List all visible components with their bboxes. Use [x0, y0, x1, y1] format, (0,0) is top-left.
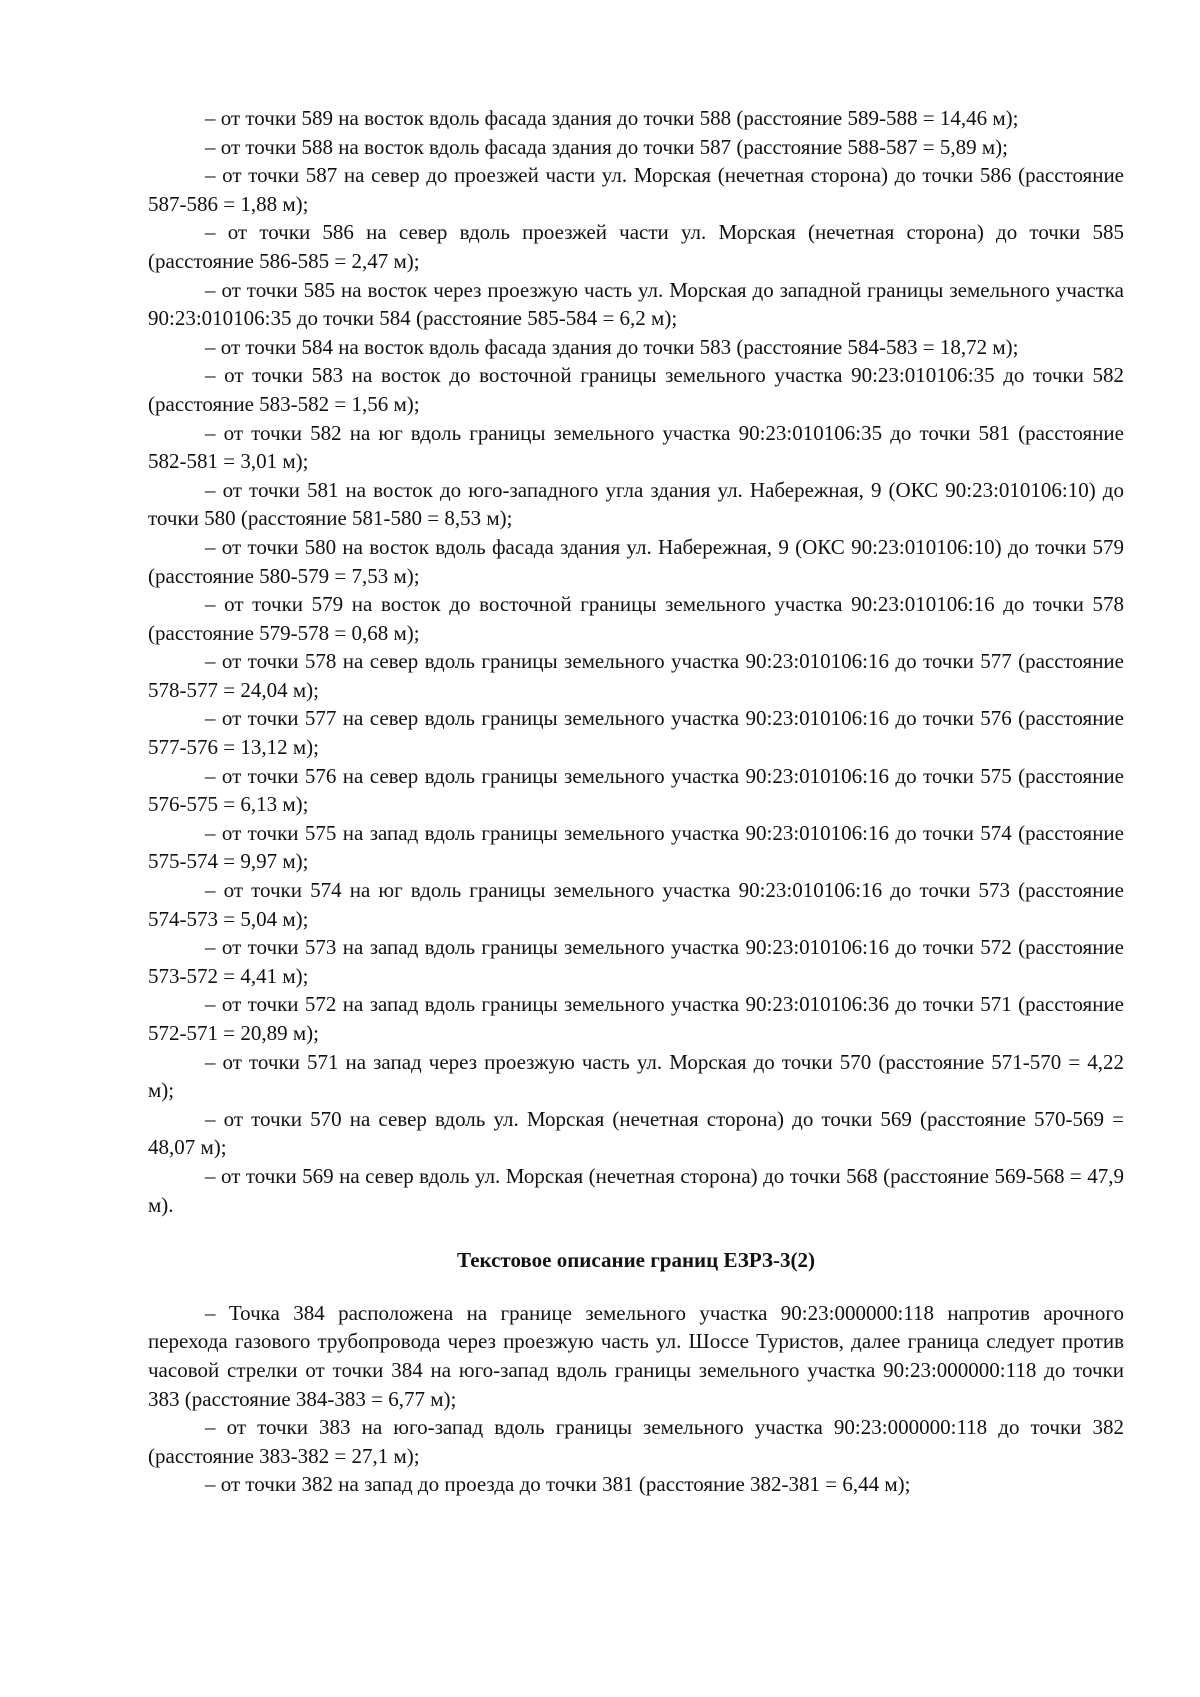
boundary-segment-384-383: – Точка 384 расположена на границе земельного участка 90:23:000000:118 напротив арочного перехода газового трубопровода через проезжую часть ул. Шоссе Туристов, далее граница следует против часовой стрелки от точки 384 на юго-запад вдоль границы земельного участка 90:23:000000:118 до точки 383 (расстояние 384-383 = 6,77 м);: [148, 1300, 1124, 1411]
boundary-segment-584-583: – от точки 584 на восток вдоль фасада здания до точки 583 (расстояние 584-583 = 18,72 м);: [205, 334, 1019, 359]
boundary-segment-571-570: – от точки 571 на запад через проезжую часть ул. Морская до точки 570 (расстояние 571-570 = 4,22 м);: [148, 1049, 1124, 1103]
boundary-segment-570-569: – от точки 570 на север вдоль ул. Морская (нечетная сторона) до точки 569 (расстояние 570-569 = 48,07 м);: [148, 1106, 1124, 1160]
boundary-segment-574-573: – от точки 574 на юг вдоль границы земельного участка 90:23:010106:16 до точки 573 (расстояние 574-573 = 5,04 м);: [148, 878, 1124, 931]
boundary-segment-583-582: – от точки 583 на восток до восточной границы земельного участка 90:23:010106:35 до точки 582 (расстояние 583-582 = 1,56 м);: [148, 363, 1124, 416]
section-heading: Текстовое описание границ ЕЗРЗ-3(2): [456, 1248, 815, 1273]
boundary-segment-589-588: – от точки 589 на восток вдоль фасада здания до точки 588 (расстояние 589-588 = 14,46 м);: [205, 106, 1019, 130]
boundary-segment-577-576: – от точки 577 на север вдоль границы земельного участка 90:23:010106:16 до точки 576 (расстояние 577-576 = 13,12 м);: [148, 706, 1124, 760]
boundary-segment-580-579: – от точки 580 на восток вдоль фасада здания ул. Набережная, 9 (ОКС 90:23:010106:10) до точки 579 (расстояние 580-579 = 7,53 м);: [148, 534, 1124, 588]
boundary-segment-581-580: – от точки 581 на восток до юго-западного угла здания ул. Набережная, 9 (ОКС 90:23:010106:10) до точки 580 (расстояние 581-580 = 8,53 м);: [148, 477, 1124, 531]
boundary-segment-572-571: – от точки 572 на запад вдоль границы земельного участка 90:23:010106:36 до точки 571 (расстояние 572-571 = 20,89 м);: [148, 992, 1124, 1045]
boundary-segment-575-574: – от точки 575 на запад вдоль границы земельного участка 90:23:010106:16 до точки 574 (расстояние 575-574 = 9,97 м);: [148, 820, 1124, 874]
boundary-segment-586-585: – от точки 586 на север вдоль проезжей части ул. Морская (нечетная сторона) до точки 585 (расстояние 586-585 = 2,47 м);: [148, 220, 1124, 273]
document-body: [148, 104, 1124, 1499]
boundary-segment-588-587: – от точки 588 на восток вдоль фасада здания до точки 587 (расстояние 588-587 = 5,89 м);: [205, 134, 1008, 159]
boundary-segment-383-382: – от точки 383 на юго-запад вдоль границы земельного участка 90:23:000000:118 до точки 382 (расстояние 383-382 = 27,1 м);: [148, 1415, 1124, 1468]
boundary-segment-585-584: – от точки 585 на восток через проезжую часть ул. Морская до западной границы земельного участка 90:23:010106:35 до точки 584 (расстояние 585-584 = 6,2 м);: [148, 277, 1124, 331]
boundary-segment-587-586: – от точки 587 на север до проезжей части ул. Морская (нечетная сторона) до точки 586 (расстояние 587-586 = 1,88 м);: [148, 163, 1124, 216]
boundary-segment-382-381: – от точки 382 на запад до проезда до точки 381 (расстояние 382-381 = 6,44 м);: [205, 1472, 911, 1497]
boundary-segment-582-581: – от точки 582 на юг вдоль границы земельного участка 90:23:010106:35 до точки 581 (расстояние 582-581 = 3,01 м);: [148, 420, 1124, 474]
boundary-segment-569-568: – от точки 569 на север вдоль ул. Морская (нечетная сторона) до точки 568 (расстояние 569-568 = 47,9 м).: [148, 1163, 1124, 1217]
boundary-segment-579-578: – от точки 579 на восток до восточной границы земельного участка 90:23:010106:16 до точки 578 (расстояние 579-578 = 0,68 м);: [148, 592, 1124, 645]
boundary-segment-578-577: – от точки 578 на север вдоль границы земельного участка 90:23:010106:16 до точки 577 (расстояние 578-577 = 24,04 м);: [148, 649, 1124, 702]
boundary-segment-576-575: – от точки 576 на север вдоль границы земельного участка 90:23:010106:16 до точки 575 (расстояние 576-575 = 6,13 м);: [148, 763, 1124, 817]
boundary-segment-573-572: – от точки 573 на запад вдоль границы земельного участка 90:23:010106:16 до точки 572 (расстояние 573-572 = 4,41 м);: [148, 935, 1124, 988]
